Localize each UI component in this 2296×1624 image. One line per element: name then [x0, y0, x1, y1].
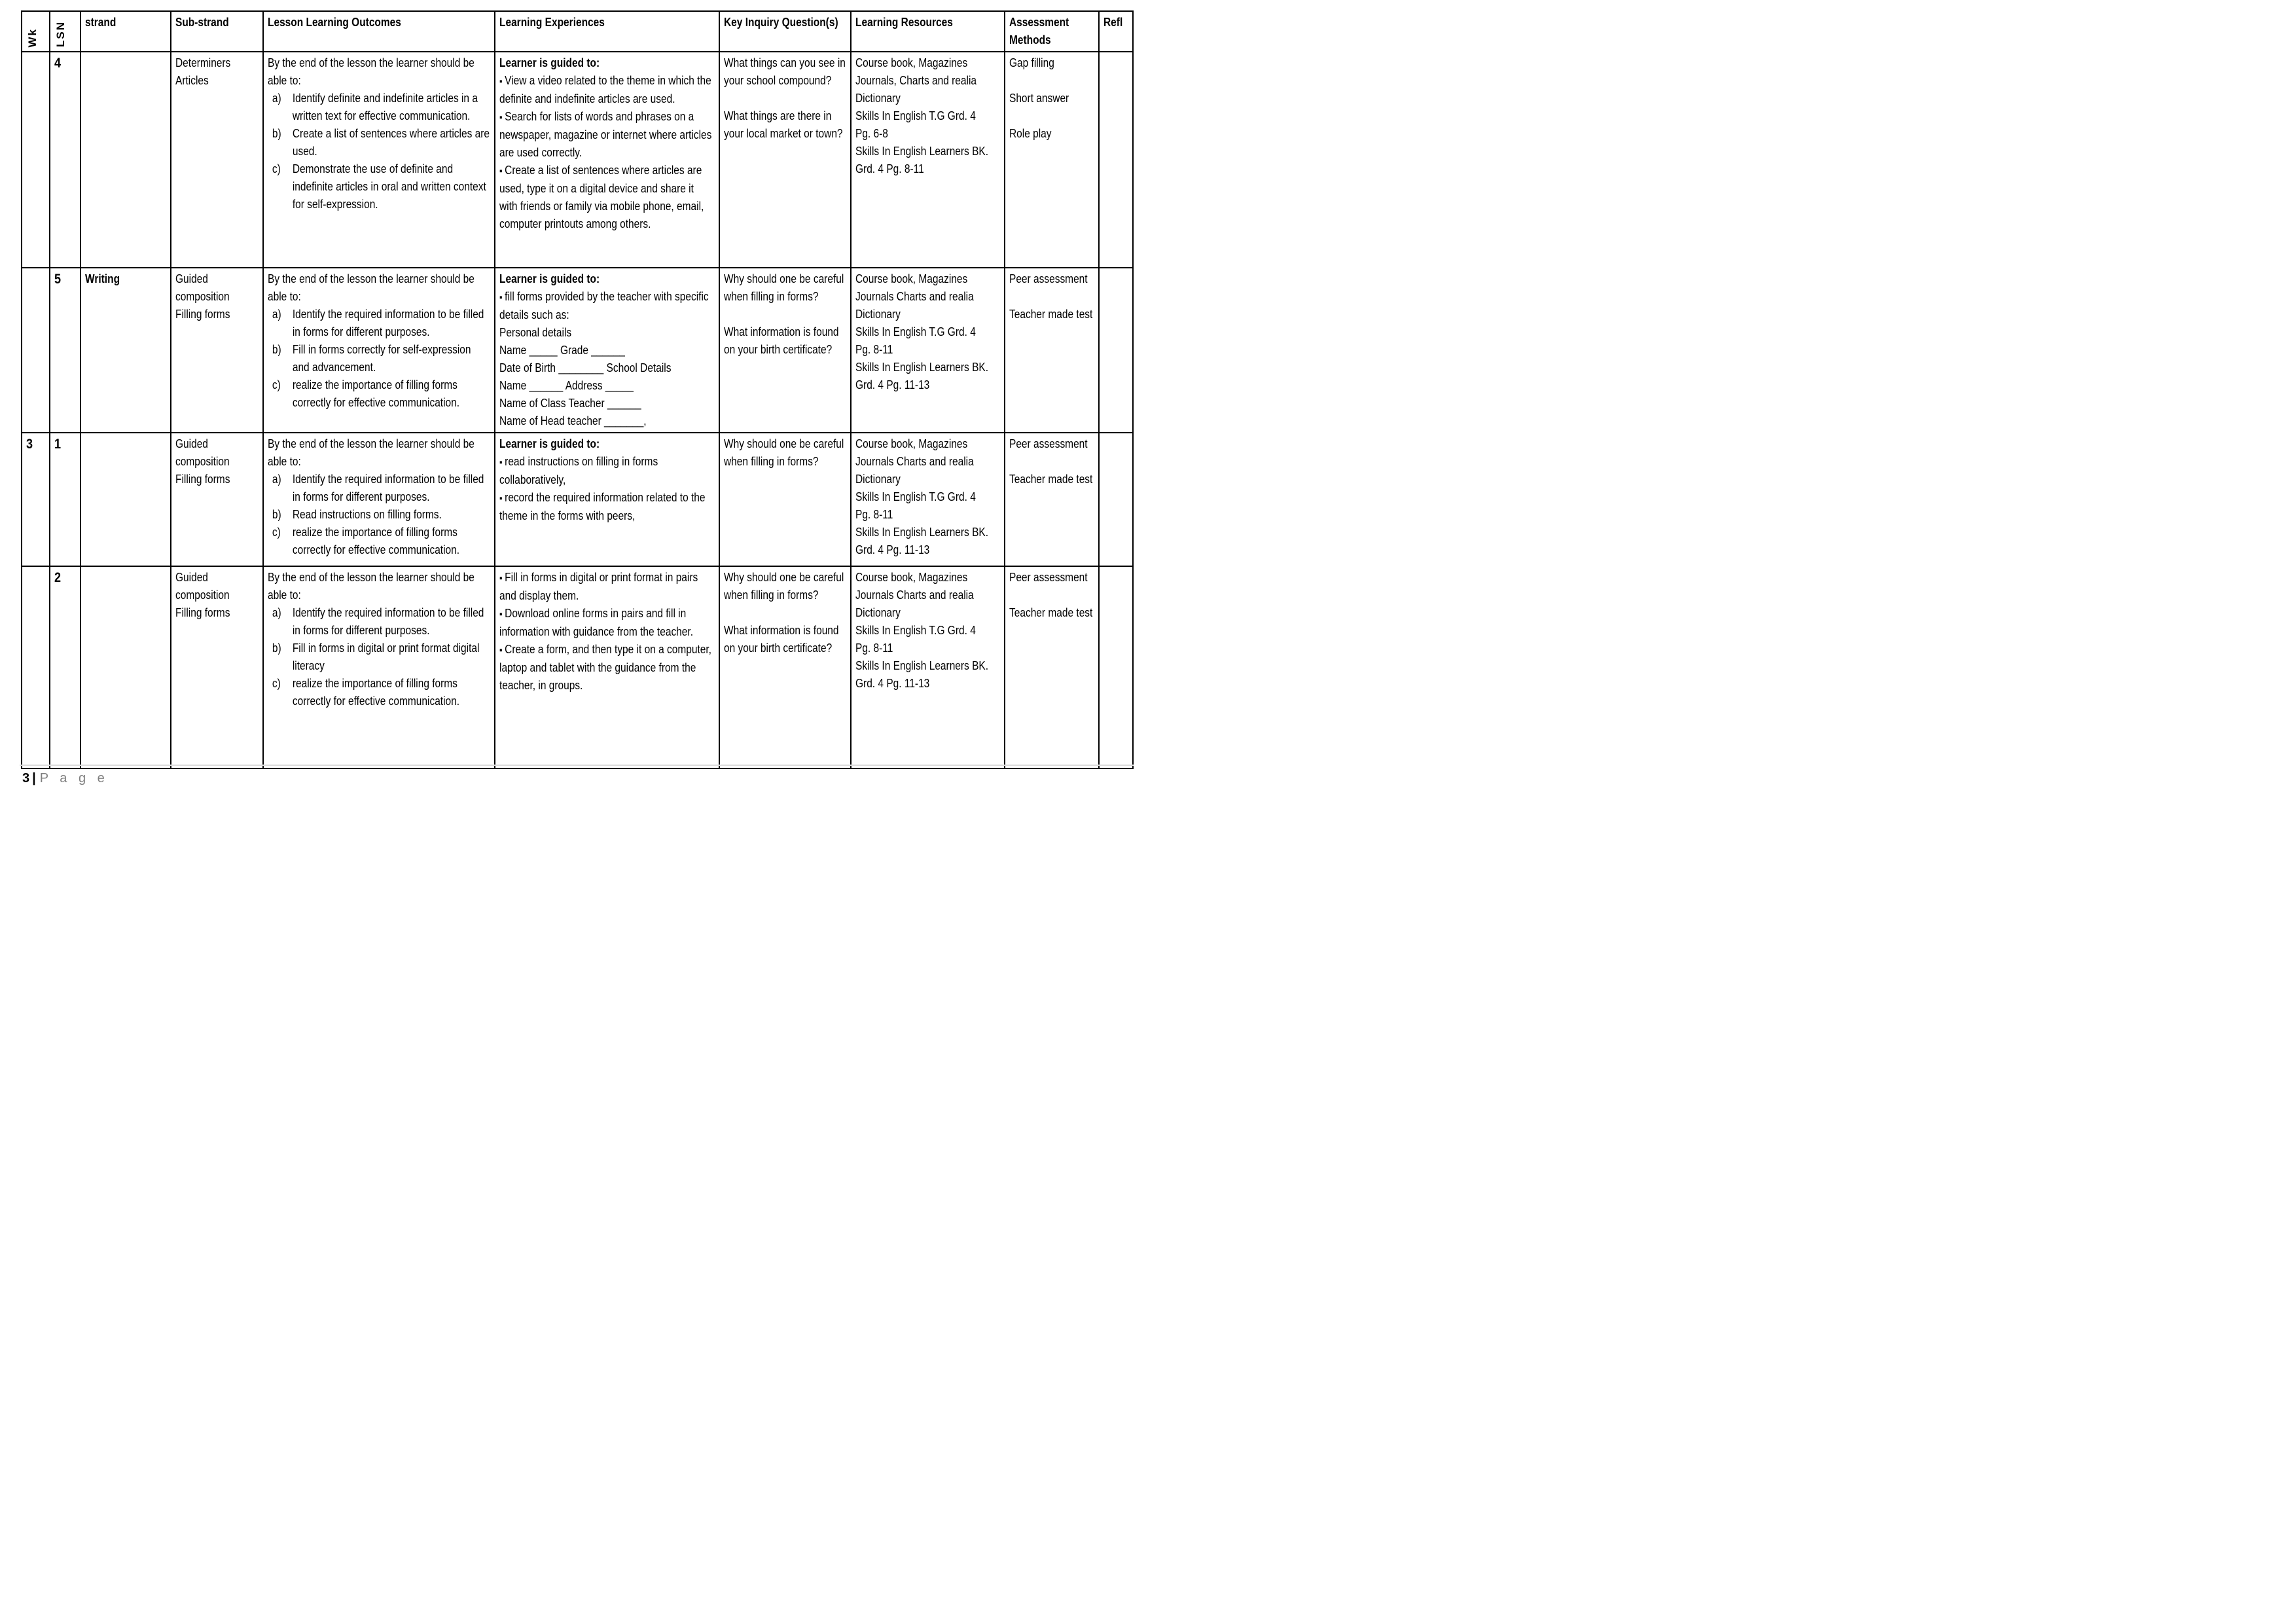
- list-item: What information is found on your birth certificate?: [724, 325, 839, 356]
- list-item: Teacher made test: [1009, 308, 1093, 321]
- substrand-label: Guided composition Filling forms: [175, 571, 230, 619]
- column-header-strand: [81, 11, 171, 52]
- list-item: Pg. 6-8: [855, 127, 888, 140]
- list-item: Journals Charts and realia: [855, 588, 974, 602]
- cell-experiences: [495, 433, 719, 566]
- cell-strand: [81, 433, 171, 566]
- cell-outcomes: [263, 52, 495, 268]
- list-item: Why should one be careful when filling in forms?: [724, 272, 844, 303]
- header-row: [22, 11, 1133, 52]
- lesson-number: 1: [54, 437, 62, 452]
- cell-week: [22, 268, 50, 433]
- cell-resources: [851, 566, 1005, 768]
- resources-list: [855, 54, 999, 178]
- column-header-week-label: Wk: [26, 27, 39, 47]
- column-header-lesson: [50, 11, 81, 52]
- cell-assessment: [1005, 433, 1099, 566]
- list-item: Journals Charts and realia: [855, 455, 974, 468]
- list-item: Skills In English Learners BK.: [855, 145, 989, 158]
- outcomes-list: [268, 471, 490, 559]
- column-header-strand-label: strand: [85, 16, 117, 29]
- cell-refl: [1099, 566, 1133, 768]
- column-header-refl: [1099, 11, 1133, 52]
- cell-resources: [851, 433, 1005, 566]
- cell-assessment: [1005, 566, 1099, 768]
- cell-outcomes: [263, 268, 495, 433]
- footer-page-label: P a g e: [39, 771, 109, 785]
- list-item: ▪ read instructions on filling in forms collaboratively,: [499, 453, 714, 489]
- list-item: Role play: [1009, 127, 1052, 140]
- cell-lesson: [50, 52, 81, 268]
- outcomes-list: [268, 306, 490, 412]
- column-header-week: [22, 11, 50, 52]
- cell-inquiry: [719, 52, 851, 268]
- footer-separator: |: [32, 771, 36, 785]
- list-item: ▪ record the required information related to the theme in the forms with peers,: [499, 489, 714, 525]
- cell-lesson: [50, 566, 81, 768]
- lesson-number: 5: [54, 272, 62, 287]
- substrand-label: Guided composition Filling forms: [175, 437, 230, 486]
- list-item: Name of Class Teacher ______: [499, 397, 641, 410]
- experiences-title: Learner is guided to:: [499, 272, 600, 285]
- table-row: [22, 268, 1133, 433]
- strand-label: Writing: [85, 272, 120, 285]
- list-item: Pg. 8-11: [855, 343, 893, 356]
- list-item: Name ______ Address _____: [499, 379, 634, 392]
- list-item: Why should one be careful when filling in forms?: [724, 437, 844, 468]
- list-item: Skills In English T.G Grd. 4: [855, 325, 976, 338]
- list-item: Grd. 4 Pg. 11-13: [855, 677, 930, 690]
- experience-form-lines: [499, 324, 714, 430]
- list-item: Fill in forms in digital or print format digital literacy: [292, 641, 480, 672]
- list-item: Dictionary: [855, 308, 901, 321]
- inquiry-questions: [724, 435, 846, 471]
- cell-lesson: [50, 268, 81, 433]
- list-item: Peer assessment: [1009, 437, 1088, 450]
- experiences-list: [499, 453, 714, 525]
- column-header-assessment: [1005, 11, 1099, 52]
- list-item: Journals Charts and realia: [855, 290, 974, 303]
- list-item: Gap filling: [1009, 56, 1054, 69]
- list-item: Skills In English T.G Grd. 4: [855, 624, 976, 637]
- column-header-inquiry-label: Key Inquiry Question(s): [724, 16, 838, 29]
- experiences-list: [499, 288, 714, 324]
- list-item: Date of Birth ________ School Details: [499, 361, 672, 374]
- page-number: 3: [22, 771, 30, 785]
- cell-inquiry: [719, 433, 851, 566]
- substrand-label: Guided composition Filling forms: [175, 272, 230, 321]
- list-item: Identify the required information to be filled in forms for different purposes.: [292, 606, 484, 637]
- cell-outcomes: [263, 566, 495, 768]
- list-item: Teacher made test: [1009, 606, 1093, 619]
- list-item: Grd. 4 Pg. 8-11: [855, 162, 924, 175]
- list-item: Skills In English T.G Grd. 4: [855, 109, 976, 122]
- list-item: ▪ Search for lists of words and phrases on a newspaper, magazine or internet where articles are used correctly.: [499, 108, 714, 162]
- cell-experiences: [495, 52, 719, 268]
- cell-outcomes: [263, 433, 495, 566]
- list-item: Fill in forms correctly for self-expression and advancement.: [292, 343, 471, 374]
- cell-strand: [81, 566, 171, 768]
- cell-strand: [81, 52, 171, 268]
- list-item: ▪ Fill in forms in digital or print format in pairs and display them.: [499, 569, 714, 605]
- cell-experiences: [495, 566, 719, 768]
- list-item: Name _____ Grade ______: [499, 344, 625, 357]
- cell-lesson: [50, 433, 81, 566]
- list-item: Journals, Charts and realia: [855, 74, 977, 87]
- list-item: What information is found on your birth certificate?: [724, 624, 839, 655]
- list-item: Skills In English T.G Grd. 4: [855, 490, 976, 503]
- list-item: ▪ View a video related to the theme in which the definite and indefinite articles are used.: [499, 72, 714, 108]
- document-page: [0, 0, 1148, 812]
- list-item: Pg. 8-11: [855, 641, 893, 655]
- list-item: Course book, Magazines: [855, 571, 968, 584]
- inquiry-questions: [724, 270, 846, 359]
- list-item: Course book, Magazines: [855, 272, 968, 285]
- list-item: Identify definite and indefinite articles in a written text for effective communication.: [292, 92, 478, 122]
- inquiry-questions: [724, 569, 846, 657]
- experiences-list: [499, 72, 714, 233]
- resources-list: [855, 435, 999, 559]
- column-header-resources: [851, 11, 1005, 52]
- cell-refl: [1099, 433, 1133, 566]
- week-number: 3: [26, 437, 33, 452]
- outcomes-intro: By the end of the lesson the learner should be able to:: [268, 56, 475, 87]
- cell-week: [22, 52, 50, 268]
- experiences-title: Learner is guided to:: [499, 437, 600, 450]
- lesson-number: 4: [54, 56, 62, 71]
- table-row: [22, 433, 1133, 566]
- experiences-list: [499, 569, 714, 695]
- list-item: ▪ Create a list of sentences where articles are used, type it on a digital device and share it with friends or family via mobile phone, email, computer printouts among others.: [499, 162, 714, 233]
- list-item: Dictionary: [855, 92, 901, 105]
- list-item: realize the importance of filling forms correctly for effective communication.: [292, 677, 460, 708]
- list-item: ▪ Download online forms in pairs and fill in information with guidance from the teacher.: [499, 605, 714, 641]
- list-item: Skills In English Learners BK.: [855, 526, 989, 539]
- list-item: Demonstrate the use of definite and indefinite articles in oral and written context for self-expression.: [292, 162, 486, 211]
- column-header-refl-label: Refl: [1103, 16, 1123, 29]
- list-item: realize the importance of filling forms correctly for effective communication.: [292, 378, 460, 409]
- assessment-list: [1009, 435, 1094, 488]
- cell-strand: [81, 268, 171, 433]
- column-header-assessment-label: Assessment Methods: [1009, 16, 1069, 46]
- outcomes-intro: By the end of the lesson the learner should be able to:: [268, 437, 475, 468]
- list-item: ▪ fill forms provided by the teacher with specific details such as:: [499, 288, 714, 324]
- column-header-outcomes-label: Lesson Learning Outcomes: [268, 16, 401, 29]
- list-item: What things can you see in your school compound?: [724, 56, 846, 87]
- table-row: [22, 52, 1133, 268]
- substrand-label: Determiners Articles: [175, 56, 231, 87]
- cell-substrand: [171, 268, 263, 433]
- column-header-experiences: [495, 11, 719, 52]
- footer-divider: [20, 765, 1134, 766]
- list-item: Grd. 4 Pg. 11-13: [855, 378, 930, 391]
- list-item: Identify the required information to be filled in forms for different purposes.: [292, 308, 484, 338]
- list-item: Peer assessment: [1009, 571, 1088, 584]
- column-header-lesson-label: LSN: [54, 21, 67, 47]
- column-header-substrand-label: Sub-strand: [175, 16, 229, 29]
- list-item: ▪ Create a form, and then type it on a computer, laptop and tablet with the guidance from the teacher, in groups.: [499, 641, 714, 695]
- list-item: Skills In English Learners BK.: [855, 659, 989, 672]
- list-item: Teacher made test: [1009, 473, 1093, 486]
- lesson-number: 2: [54, 570, 62, 585]
- cell-refl: [1099, 52, 1133, 268]
- page-footer: [22, 771, 109, 786]
- resources-list: [855, 270, 999, 394]
- cell-experiences: [495, 268, 719, 433]
- cell-refl: [1099, 268, 1133, 433]
- list-item: Peer assessment: [1009, 272, 1088, 285]
- outcomes-intro: By the end of the lesson the learner should be able to:: [268, 272, 475, 303]
- list-item: Short answer: [1009, 92, 1069, 105]
- experiences-title: Learner is guided to:: [499, 56, 600, 69]
- list-item: Why should one be careful when filling in forms?: [724, 571, 844, 602]
- list-item: Dictionary: [855, 473, 901, 486]
- column-header-inquiry: [719, 11, 851, 52]
- list-item: Grd. 4 Pg. 11-13: [855, 543, 930, 556]
- cell-week: [22, 566, 50, 768]
- column-header-experiences-label: Learning Experiences: [499, 16, 605, 29]
- list-item: realize the importance of filling forms correctly for effective communication.: [292, 526, 460, 556]
- cell-assessment: [1005, 268, 1099, 433]
- table-row: [22, 566, 1133, 768]
- list-item: Personal details: [499, 326, 572, 339]
- list-item: Pg. 8-11: [855, 508, 893, 521]
- inquiry-questions: [724, 54, 846, 143]
- list-item: Read instructions on filling forms.: [292, 508, 442, 521]
- cell-inquiry: [719, 566, 851, 768]
- resources-list: [855, 569, 999, 693]
- column-header-substrand: [171, 11, 263, 52]
- cell-inquiry: [719, 268, 851, 433]
- list-item: What things are there in your local market or town?: [724, 109, 843, 140]
- list-item: Dictionary: [855, 606, 901, 619]
- list-item: Name of Head teacher _______,: [499, 414, 647, 427]
- cell-week: [22, 433, 50, 566]
- column-header-outcomes: [263, 11, 495, 52]
- cell-substrand: [171, 433, 263, 566]
- outcomes-list: [268, 90, 490, 213]
- list-item: Create a list of sentences where articles are used.: [292, 127, 490, 158]
- scheme-of-work-table: [21, 10, 1134, 769]
- cell-assessment: [1005, 52, 1099, 268]
- cell-substrand: [171, 566, 263, 768]
- list-item: Skills In English Learners BK.: [855, 361, 989, 374]
- assessment-list: [1009, 270, 1094, 323]
- list-item: Identify the required information to be filled in forms for different purposes.: [292, 473, 484, 503]
- outcomes-list: [268, 604, 490, 710]
- cell-substrand: [171, 52, 263, 268]
- assessment-list: [1009, 54, 1094, 143]
- assessment-list: [1009, 569, 1094, 622]
- outcomes-intro: By the end of the lesson the learner should be able to:: [268, 571, 475, 602]
- list-item: Course book, Magazines: [855, 56, 968, 69]
- cell-resources: [851, 268, 1005, 433]
- list-item: Course book, Magazines: [855, 437, 968, 450]
- column-header-resources-label: Learning Resources: [855, 16, 953, 29]
- cell-resources: [851, 52, 1005, 268]
